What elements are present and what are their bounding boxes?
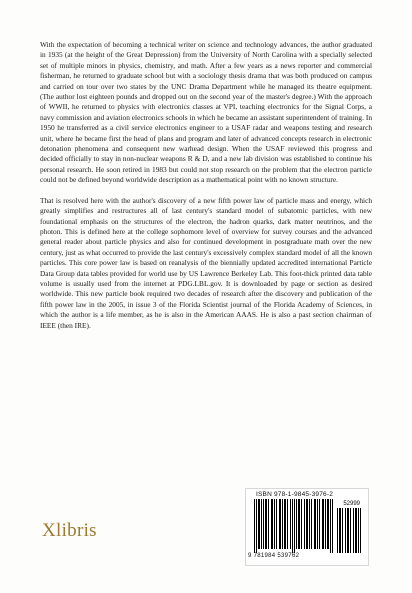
ean-barcode-bars — [254, 499, 334, 553]
isbn-barcode — [245, 488, 369, 566]
author-bio-paragraph: With the expectation of becoming a technical writer on science and technology advances, the author graduated in 1935 (at the height of the Great Depression) from the University of North Carolina with a specially selected set of multiple minors in physics, chemistry, and math. After a few years as a news reporter and commercial fisherman, he returned to graduate school but with a sociology thesis drama that was both produced on campus and carried on tour over two states by the UNC Drama Department while he managed its theatre equipment. (The author lost eighteen pounds and dropped out on the second year of the master's degree.) With the approach of WWII, he returned to physics with electronics classes at VPI, teaching electronics for the Signal Corps, a navy commission and aviation electronics schools in which he became an assistant superintendent of training. In 1950 he transferred as a civil service electronics engineer to a USAF radar and weapons testing and research unit, where he became first the head of plans and program and later of advanced concepts research in electronic detonation phenomena and consequent new warhead design. When the USAF reviewed this progress and decided officially to stay in non-nuclear weapons R & D, and a new lab division was established to continue his personal research. He soon retired in 1983 but could not stop research on the problem that the electron particle could not be defined beyond worldwide description as a mathematical point with no known structure. — [40, 40, 372, 185]
price-addon-bars — [337, 508, 362, 553]
back-cover-blurb — [40, 40, 372, 331]
book-description-paragraph: That is resolved here with the author's discovery of a new fifth power law of particle mass and energy, which greatly simplifies and restructures all of last century's standard model of subatomic particles, with new foundational emphasis on the structures of the electron, the hadron quarks, dark matter neutrinos, and the photon. This is defined here at the college sophomore level of overview for survey courses and the advanced general reader about particle physics and also for continued development in postgraduate math over the new century, just as what occurred to provide the last century's excessively complex standard model of all the known particles. This core power law is based on reanalysis of the biennially updated accredited international Particle Data Group data tables provided for world use by US Lawrence Berkeley Lab. This foot-thick printed data table volume is usually used from the internet at PDG.LBL.gov. It is downloaded by page or section as desired worldwide. This new particle book required two decades of research after the discovery and publication of the fifth power law in the 2005, in issue 3 of the Florida Scientist journal of the Florida Academy of Sciences, in which the author is a life member, as he is also in the American AAAS. He is also a past section chairman of IEEE (then IRE). — [40, 195, 372, 330]
price-code: 52999 — [343, 501, 360, 507]
publisher-logo: Xlibris — [42, 520, 97, 541]
isbn-label: ISBN 978-1-9845-3976-2 — [256, 491, 334, 498]
ean-digits: 9 781984 539762 — [248, 553, 300, 559]
